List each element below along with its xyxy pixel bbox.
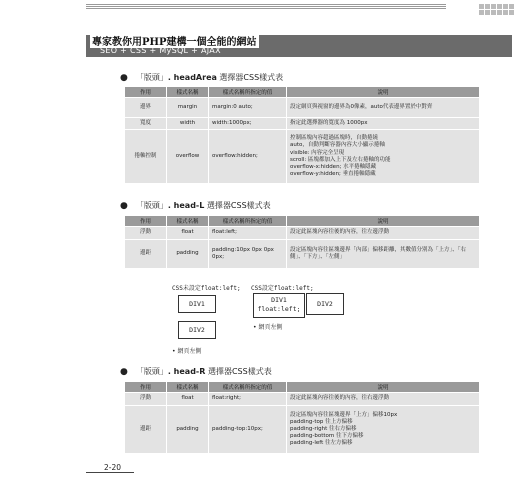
table-cell: 浮動 [125, 227, 167, 240]
caption-page-left: • 網頁左側 [172, 348, 202, 355]
page-number-rule [86, 472, 134, 473]
header-cell: 作用 [125, 87, 167, 98]
table-cell: overflow:hidden; [209, 130, 287, 184]
heading-prefix: 「版頭」 [135, 73, 168, 82]
table-cell: width:1000px; [209, 118, 287, 130]
div2-box: DIV2 [178, 321, 216, 339]
div1-float-title: DIV1 [271, 296, 287, 304]
bullet-icon: ● [120, 201, 128, 211]
header-cell: 樣式名稱 [167, 382, 209, 393]
header-cell: 樣式名稱所指定的值 [209, 87, 287, 98]
table-row [125, 130, 480, 184]
header-cell: 說明 [287, 216, 480, 227]
heading-prefix: 「版頭」 [135, 201, 168, 210]
headarea-table [124, 86, 480, 184]
head-r-table [124, 381, 480, 454]
section-heading-headarea [120, 72, 283, 83]
header-cell: 樣式名稱 [167, 87, 209, 98]
header-cell: 樣式名稱 [167, 216, 209, 227]
table-header-row [125, 382, 480, 393]
table-cell: 捲軸控制 [125, 130, 167, 184]
header-rule [86, 4, 446, 9]
book-subtitle: SEO + CSS + MySQL + AJAX [100, 46, 221, 55]
table-cell: margin [167, 98, 209, 118]
table-cell: 設定區塊內容往區塊邊界「內部」偏移距離，其數值分別為「上方」、「右側」、「下方」、「左側」 [287, 240, 480, 269]
table-cell: padding [167, 240, 209, 269]
heading-suffix: 選擇器CSS樣式表 [205, 367, 272, 376]
book-title: 專家教你用PHP建構一個全能的網站 [90, 33, 259, 48]
section-heading-head-r [120, 366, 272, 377]
header-cell: 樣式名稱所指定的值 [209, 382, 287, 393]
header-cell: 樣式名稱所指定的值 [209, 216, 287, 227]
heading-selector: . head-L [167, 201, 205, 210]
div1-box: DIV1 [178, 295, 216, 313]
table-row [125, 393, 480, 406]
table-cell: margin:0 auto; [209, 98, 287, 118]
div2-float-box: DIV2 [306, 293, 344, 315]
table-row [125, 406, 480, 454]
header-cell: 作用 [125, 382, 167, 393]
header-cell: 作用 [125, 216, 167, 227]
table-cell: 設定區塊內容往區塊邊界「上方」偏移10px padding-top 往上方偏移 padding-right 往右方偏移 padding-bottom 往下方偏移 padding-left 往左方偏移 [287, 406, 480, 454]
diagram-label-float: CSS設定float:left; [251, 285, 314, 292]
table-row [125, 98, 480, 118]
table-cell: float:right; [209, 393, 287, 406]
diagram-label-no-float: CSS未設定float:left; [172, 285, 241, 292]
table-cell: 設定此區塊內容往後的內容，往右邊浮動 [287, 393, 480, 406]
table-cell: 浮動 [125, 393, 167, 406]
table-cell: 邊距 [125, 240, 167, 269]
table-cell: width [167, 118, 209, 130]
header-cell: 說明 [287, 382, 480, 393]
table-row [125, 240, 480, 269]
header-pattern [479, 4, 514, 15]
table-cell: 控制區塊內容超過區塊時，自動捲繞 auto，自動判斷容器內容大小顯示捲軸 visible: 內容完全呈現 scroll: 區塊都加入上下及左右捲軸的功能 overflow-x:hidden; 水平捲軸隱藏 overflow-y:hidden; 垂直捲軸隱藏 [287, 130, 480, 184]
table-header-row [125, 216, 480, 227]
bullet-icon: ● [120, 367, 128, 377]
div1-float-rule: float:left; [257, 304, 301, 313]
table-cell: 邊界 [125, 98, 167, 118]
table-header-row [125, 87, 480, 98]
bullet-icon: ● [120, 73, 128, 83]
table-cell: float:left; [209, 227, 287, 240]
heading-selector: . headArea [167, 73, 217, 82]
table-cell: 寬度 [125, 118, 167, 130]
page-number: 2-20 [104, 463, 122, 472]
table-cell: padding:10px 0px 0px 0px; [209, 240, 287, 269]
table-row [125, 118, 480, 130]
caption-page-left-float: • 網頁左側 [253, 324, 283, 331]
table-cell: float [167, 227, 209, 240]
header-cell: 說明 [287, 87, 480, 98]
heading-selector: . head-R [167, 367, 206, 376]
table-cell: 設定網頁與視窗的邊界為0像素，auto代表邊界置於中對齊 [287, 98, 480, 118]
heading-suffix: 選擇器CSS樣式表 [216, 73, 284, 82]
head-l-table [124, 215, 480, 269]
table-cell: 指定此選擇器的寬度為 1000px [287, 118, 480, 130]
table-cell: padding [167, 406, 209, 454]
table-cell: overflow [167, 130, 209, 184]
div1-float-box [253, 293, 305, 318]
table-cell: padding-top:10px; [209, 406, 287, 454]
heading-suffix: 選擇器CSS樣式表 [204, 201, 271, 210]
heading-prefix: 「版頭」 [135, 367, 168, 376]
table-row [125, 227, 480, 240]
table-cell: 邊距 [125, 406, 167, 454]
table-cell: 設定此區塊內容往後的內容，往左邊浮動 [287, 227, 480, 240]
table-cell: float [167, 393, 209, 406]
section-heading-head-l [120, 200, 271, 211]
